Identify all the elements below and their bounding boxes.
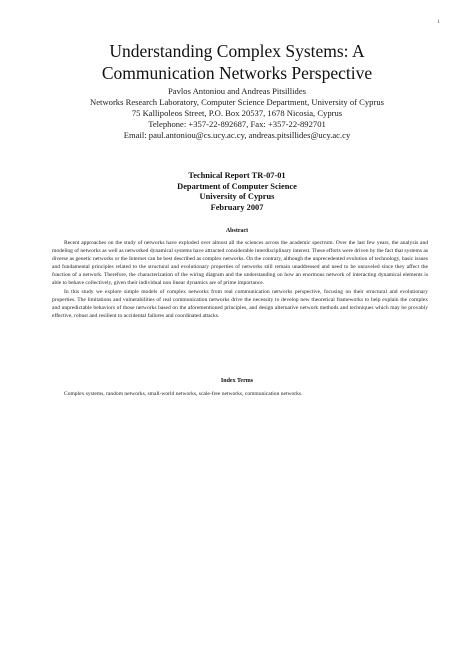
paper-title-line-2: Communication Networks Perspective [101,63,373,83]
author-block [0,86,474,141]
report-date: February 2007 [210,202,264,212]
index-terms-heading: Index Terms [220,378,254,384]
abstract-paragraph-2: In this study we explore simple models of complex networks from real communication networks perspective, focusing on their structural and evolutionary properties. The limitations and vulnerabilities of real communication networks drive the necessity to develop new theoretical frameworks to help explain the complex and unpredictable behaviors of those networks based on the aforementioned principles, and design alternative network methods and techniques which may be provably effective, robust and resilient to accidental failures and coordinated attacks. [52,288,428,319]
address: 75 Kallipoleos Street, P.O. Box 20537, 1678 Nicosia, Cyprus [131,108,343,118]
abstract-paragraph-1: Recent approaches on the study of networks have exploded over almost all the sciences across the academic spectrum. Over the last few years, the analysis and modeling of networks as well as networked dynamical systems have attracted considerable interdisciplinary interest. These efforts were driven by the fact that systems as diverse as genetic networks or the Internet can be best described as complex networks. On the contrary, although the unprecedented evolution of technology, basic issues and fundamental principles related to the structural and evolutionary properties of networks still remain unaddressed and need to be unraveled since they affect the function of a network. Therefore, the characterization of the wiring diagram and the understanding on how an enormous network of interacting dynamical elements is able to behave collectively, given their individual non linear dynamics are of prime importance. [52,240,428,287]
report-department: Department of Computer Science [177,181,297,191]
paper-title [0,40,474,84]
report-block [0,171,474,213]
email: Email: paul.antoniou@cs.ucy.ac.cy, andreas.pitsillides@ucy.ac.cy [123,130,351,140]
paper-title-line-1: Understanding Complex Systems: A [109,41,365,61]
report-number: Technical Report TR-07-01 [188,171,286,180]
authors: Pavlos Antoniou and Andreas Pitsillides [168,86,306,96]
page-number: 1 [437,20,440,25]
affiliation: Networks Research Laboratory, Computer Science Department, University of Cyprus [90,97,384,107]
abstract-body [52,239,428,320]
index-terms-text: Complex systems, random networks, small-world networks, scale-free networks, communication networks. [64,391,303,397]
report-university: University of Cyprus [199,192,275,201]
abstract-heading: Abstract [225,228,249,234]
telephone: Telephone: +357-22-892687, Fax: +357-22-892701 [148,119,326,129]
